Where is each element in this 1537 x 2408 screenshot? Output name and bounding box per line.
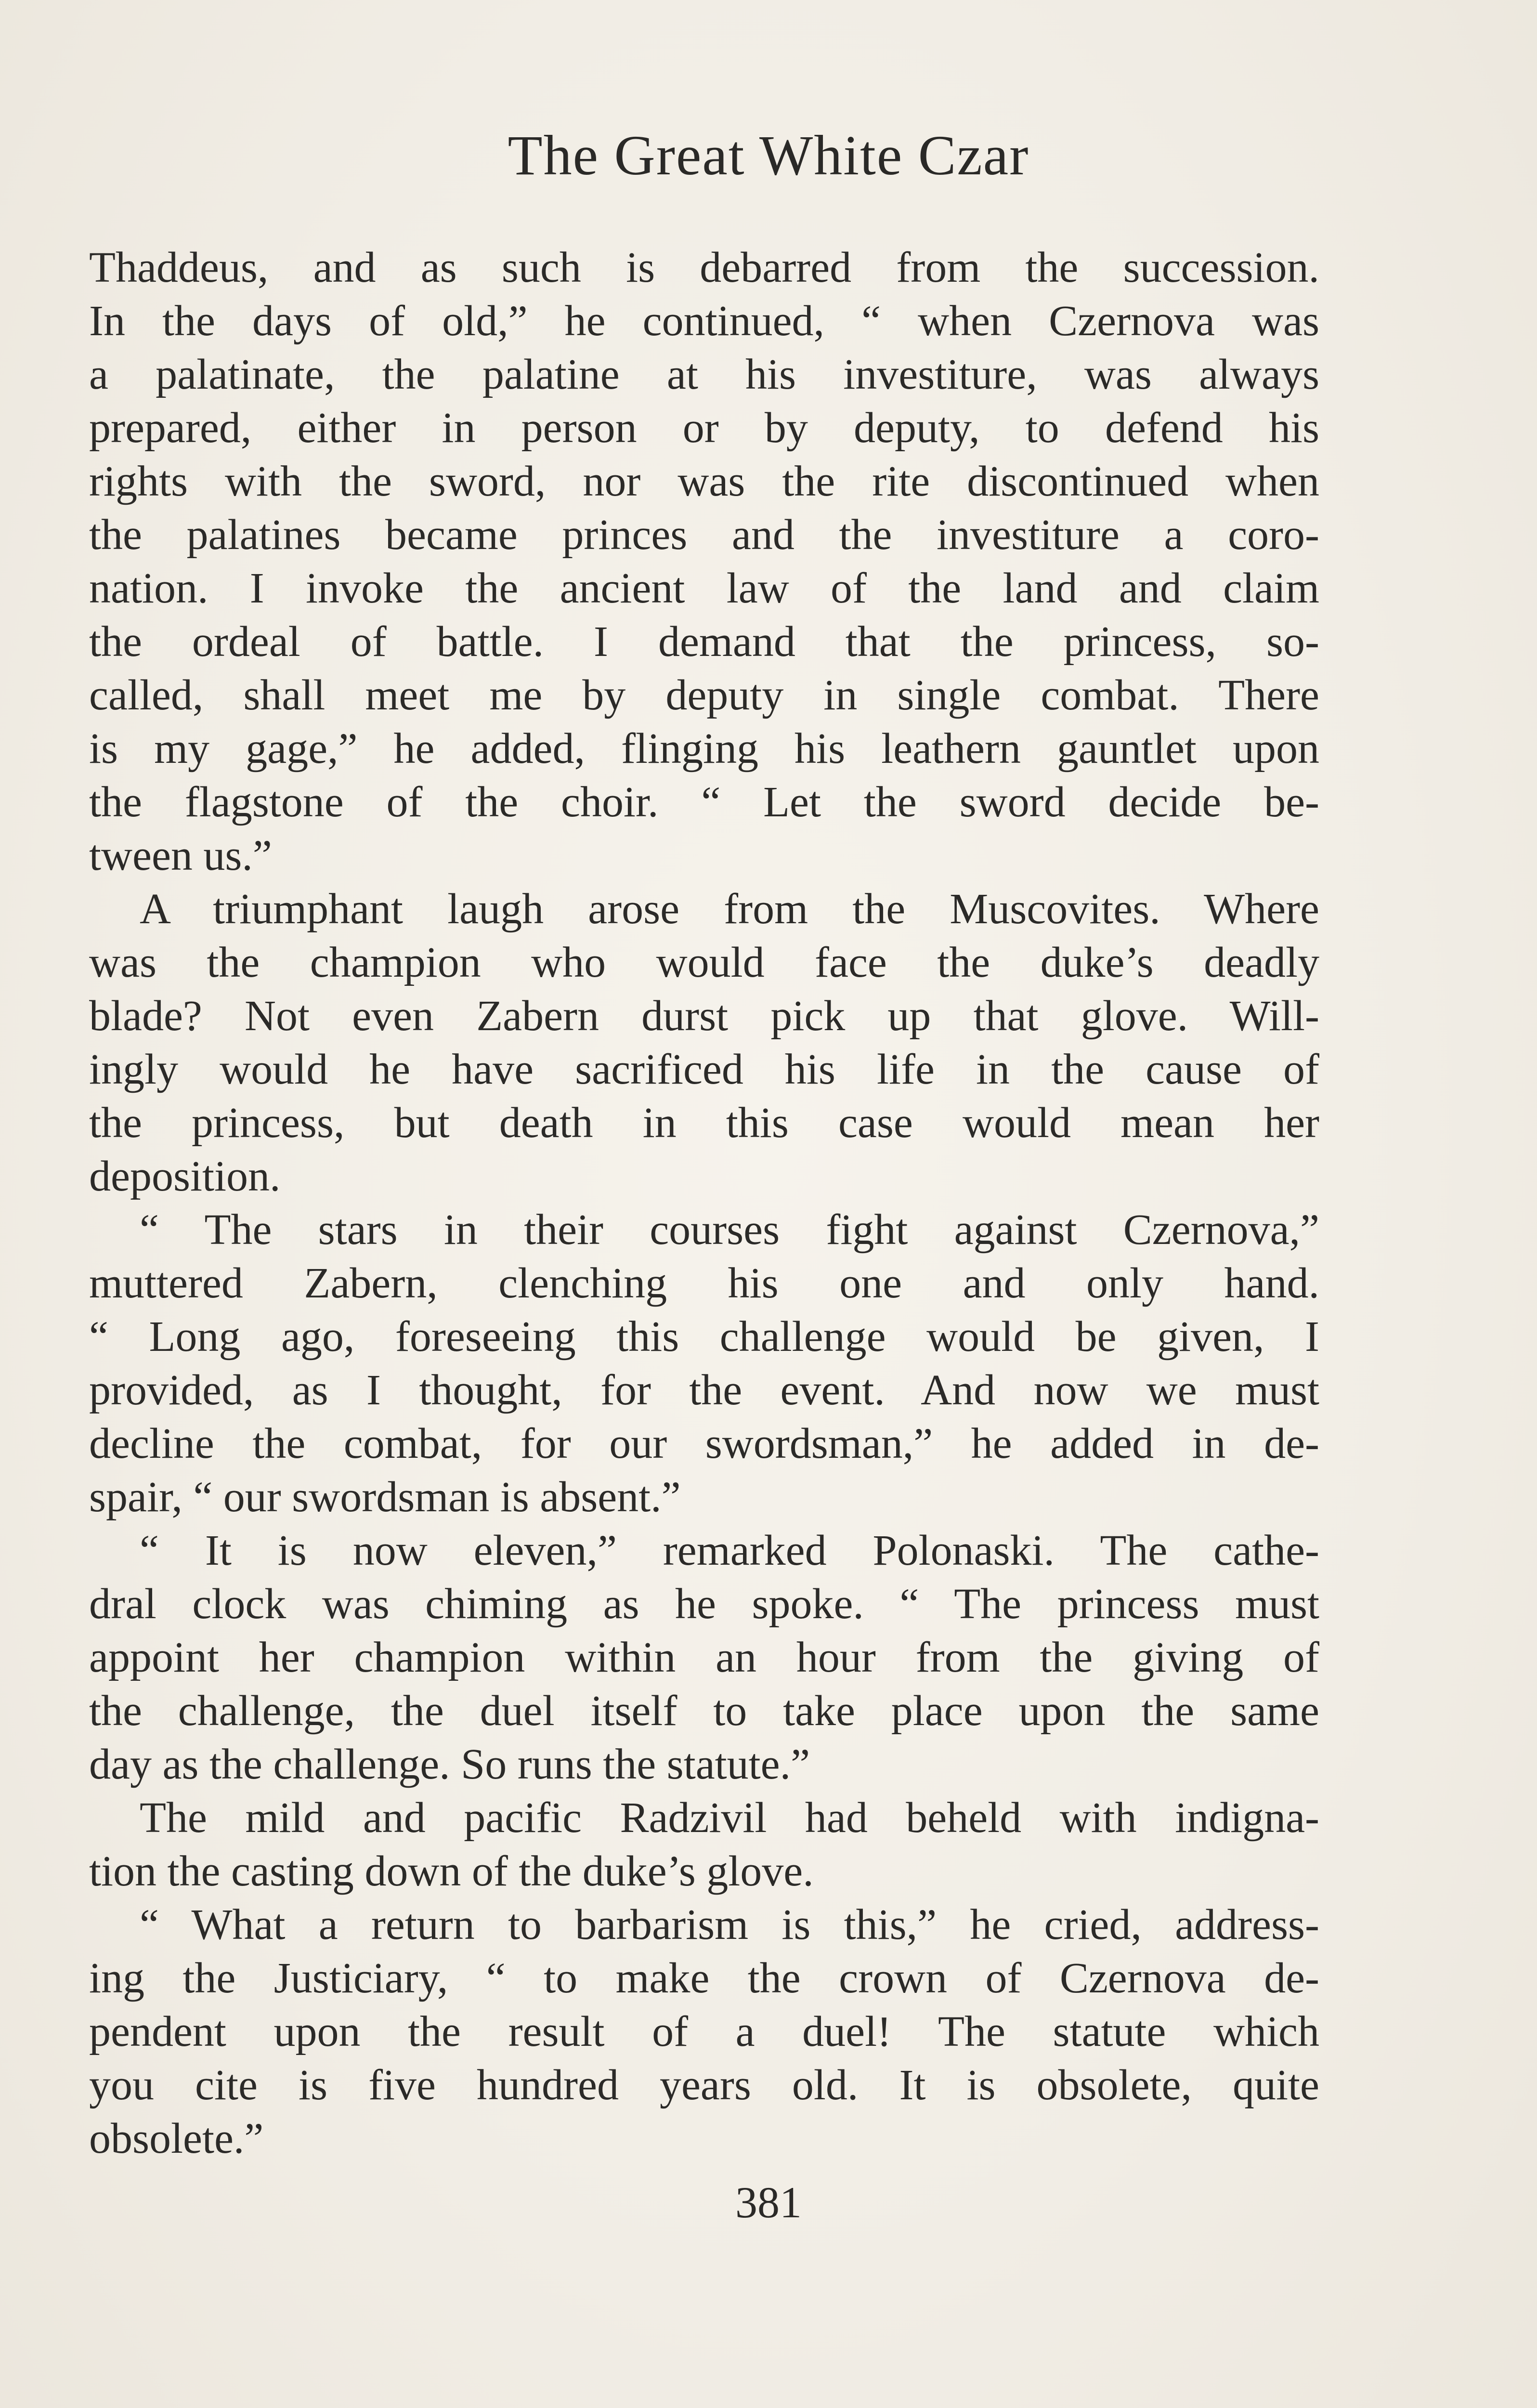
text-line: tween us.”: [89, 832, 272, 879]
text-line: day as the challenge. So runs the statute.”: [89, 1741, 810, 1788]
text-line: ingly would he have sacrificed his life in the cause of: [89, 1046, 1319, 1093]
text-line: the palatines became princes and the investiture a coro-: [89, 511, 1319, 559]
text-line: the princess, but death in this case would mean her: [89, 1099, 1319, 1147]
text-line: called, shall meet me by deputy in single combat. There: [89, 671, 1319, 719]
text-line: appoint her champion within an hour from the giving of: [89, 1634, 1319, 1681]
page-number: 381: [735, 2178, 802, 2227]
text-line: pendent upon the result of a duel! The statute which: [89, 2008, 1319, 2055]
text-line: a palatinate, the palatine at his investiture, was always: [89, 351, 1319, 398]
text-line: nation. I invoke the ancient law of the land and claim: [89, 564, 1319, 612]
text-line: spair, “ our swordsman is absent.”: [89, 1473, 681, 1521]
text-line: muttered Zabern, clenching his one and only hand.: [89, 1259, 1319, 1307]
text-line: “ It is now eleven,” remarked Polonaski. The cathe-: [140, 1527, 1319, 1574]
text-line: “ What a return to barbarism is this,” he cried, address-: [140, 1901, 1319, 1949]
text-line: you cite is five hundred years old. It is obsolete, quite: [89, 2061, 1319, 2109]
text-line: the ordeal of battle. I demand that the princess, so-: [89, 618, 1319, 666]
text-line: tion the casting down of the duke’s glove.: [89, 1847, 814, 1895]
text-line: prepared, either in person or by deputy, to defend his: [89, 404, 1319, 452]
text-line: “ Long ago, foreseeing this challenge would be given, I: [89, 1313, 1319, 1361]
text-line: deposition.: [89, 1152, 281, 1200]
text-line: decline the combat, for our swordsman,” he added in de-: [89, 1420, 1319, 1467]
text-line: The mild and pacific Radzivil had beheld with indigna-: [140, 1794, 1319, 1842]
text-line: provided, as I thought, for the event. And now we must: [89, 1366, 1319, 1414]
text-line: the challenge, the duel itself to take place upon the same: [89, 1687, 1319, 1735]
text-line: is my gage,” he added, flinging his leathern gauntlet upon: [89, 725, 1319, 772]
text-line: blade? Not even Zabern durst pick up that glove. Will-: [89, 992, 1319, 1040]
body-text: [89, 241, 1319, 2165]
text-line: A triumphant laugh arose from the Muscovites. Where: [140, 885, 1319, 933]
text-line: dral clock was chiming as he spoke. “ The princess must: [89, 1580, 1319, 1628]
text-line: was the champion who would face the duke’s deadly: [89, 939, 1319, 986]
text-line: rights with the sword, nor was the rite discontinued when: [89, 458, 1319, 505]
text-line: In the days of old,” he continued, “ when Czernova was: [89, 297, 1319, 345]
text-line: the flagstone of the choir. “ Let the sword decide be-: [89, 778, 1319, 826]
text-line: “ The stars in their courses fight against Czernova,”: [140, 1206, 1319, 1254]
text-line: obsolete.”: [89, 2115, 264, 2162]
text-line: Thaddeus, and as such is debarred from the succession.: [89, 244, 1319, 291]
running-head: The Great White Czar: [508, 124, 1029, 187]
text-line: ing the Justiciary, “ to make the crown of Czernova de-: [89, 1954, 1319, 2002]
